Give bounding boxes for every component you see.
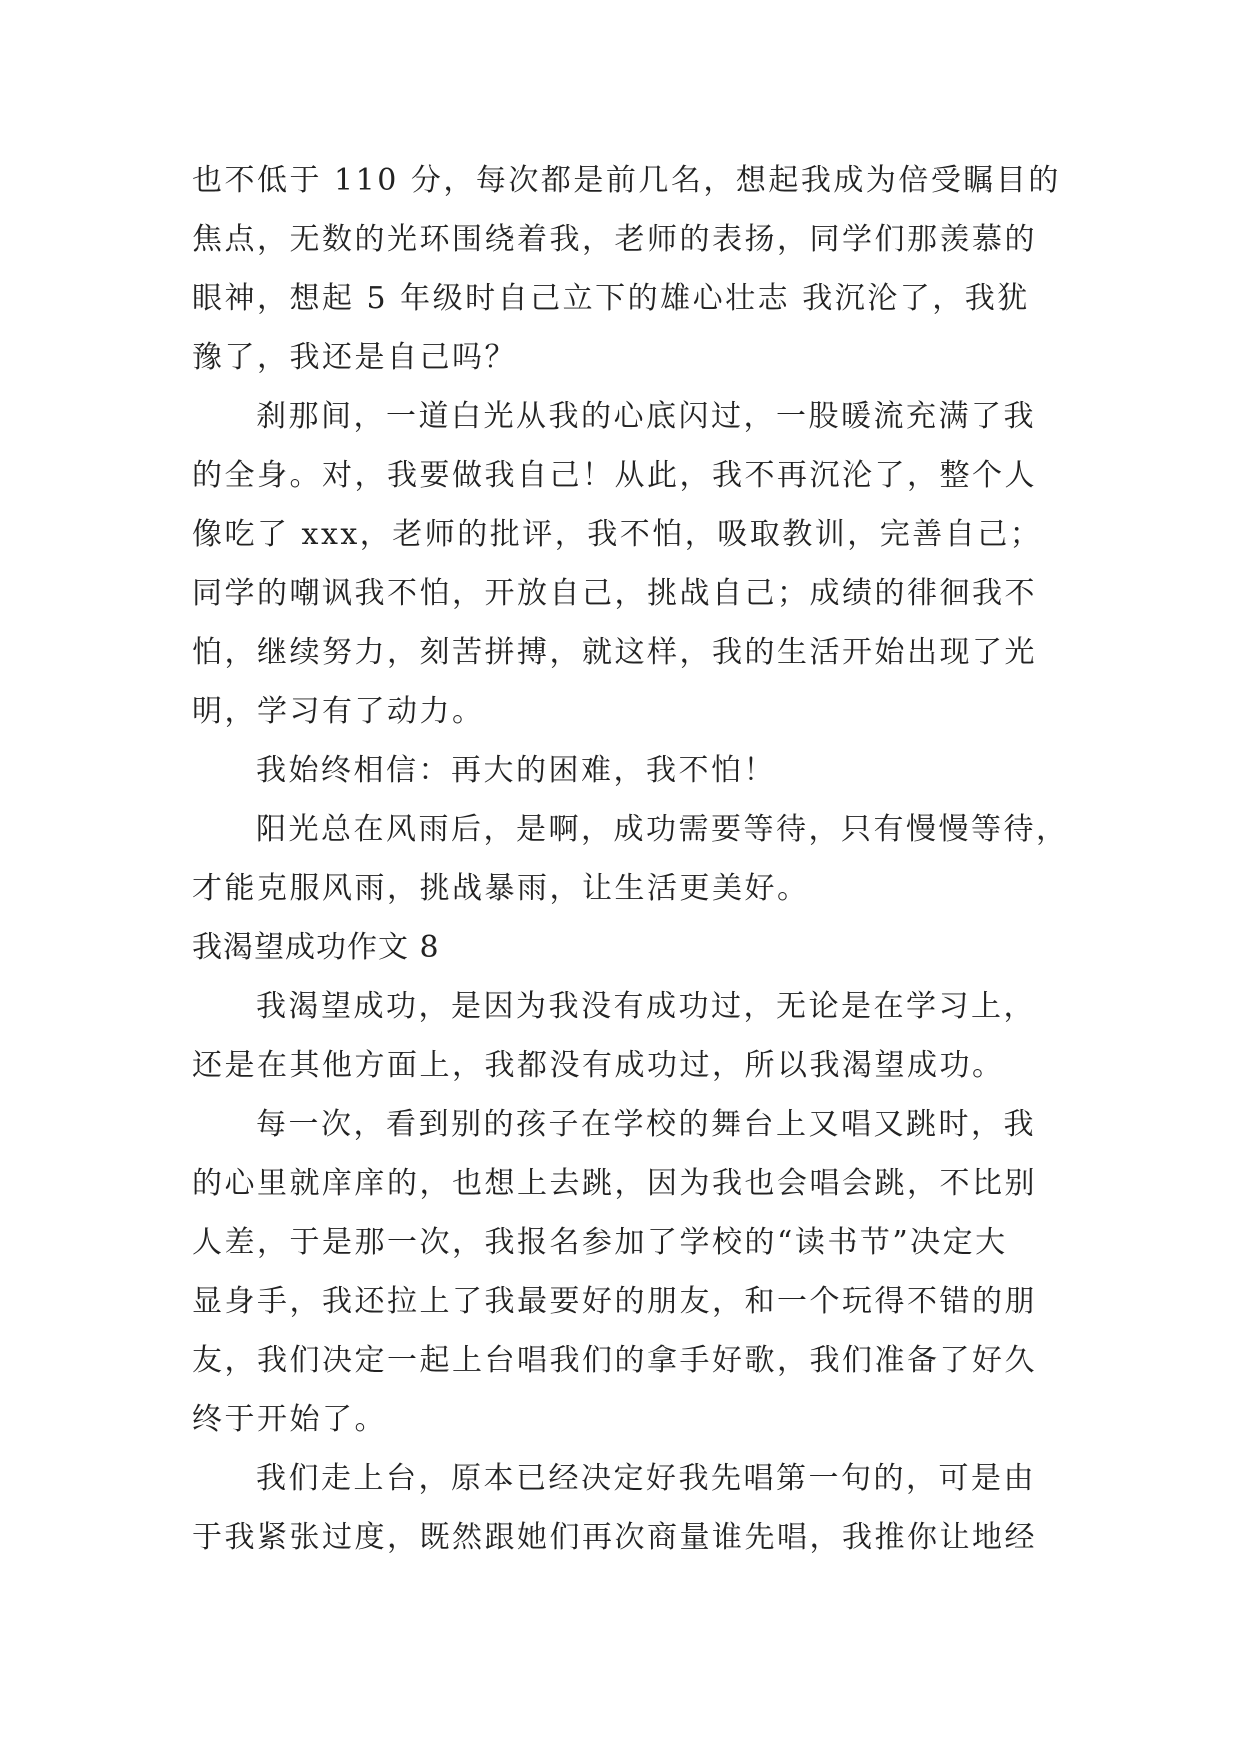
text-line-12: 阳光总在风雨后，是啊，成功需要等待，只有慢慢等待，: [256, 812, 1069, 847]
text-line-1: 也不低于 110 分，每次都是前几名，想起我成为倍受瞩目的: [192, 163, 1061, 198]
text-line-18: 的心里就庠庠的，也想上去跳，因为我也会唱会跳，不比别: [192, 1166, 1037, 1201]
text-line-9: 怕，继续努力，刻苦拼搏，就这样，我的生活开始出现了光: [192, 635, 1037, 670]
text-line-7: 像吃了 xxx，老师的批评，我不怕，吸取教训，完善自己；: [192, 517, 1043, 552]
text-line-21: 友，我们决定一起上台唱我们的拿手好歌，我们准备了好久: [192, 1343, 1037, 1378]
text-line-20: 显身手，我还拉上了我最要好的朋友，和一个玩得不错的朋: [192, 1284, 1037, 1319]
text-line-15: 我渴望成功，是因为我没有成功过，无论是在学习上，: [256, 989, 1036, 1024]
text-line-6: 的全身。对，我要做我自己！从此，我不再沉沦了，整个人: [192, 458, 1037, 493]
text-line-17: 每一次，看到别的孩子在学校的舞台上又唱又跳时，我: [256, 1107, 1036, 1142]
section-heading: 我渴望成功作文 8: [192, 930, 440, 965]
text-line-24: 于我紧张过度，既然跟她们再次商量谁先唱，我推你让地经: [192, 1520, 1037, 1555]
text-line-4: 豫了，我还是自己吗？: [192, 340, 517, 375]
text-line-10: 明，学习有了动力。: [192, 694, 485, 729]
text-line-5: 刹那间，一道白光从我的心底闪过，一股暖流充满了我: [256, 399, 1036, 434]
text-line-8: 同学的嘲讽我不怕，开放自己，挑战自己；成绩的徘徊我不: [192, 576, 1037, 611]
text-line-11: 我始终相信：再大的困难，我不怕！: [256, 753, 776, 788]
text-line-22: 终于开始了。: [192, 1402, 387, 1437]
text-line-13: 才能克服风雨，挑战暴雨，让生活更美好。: [192, 871, 810, 906]
text-line-2: 焦点，无数的光环围绕着我，老师的表扬，同学们那羡慕的: [192, 222, 1037, 257]
text-line-19: 人差，于是那一次，我报名参加了学校的“读书节”决定大: [192, 1225, 1008, 1260]
text-line-3: 眼神，想起 5 年级时自己立下的雄心壮志 我沉沦了，我犹: [192, 281, 1030, 316]
text-line-16: 还是在其他方面上，我都没有成功过，所以我渴望成功。: [192, 1048, 1005, 1083]
text-line-23: 我们走上台，原本已经决定好我先唱第一句的，可是由: [256, 1461, 1036, 1496]
